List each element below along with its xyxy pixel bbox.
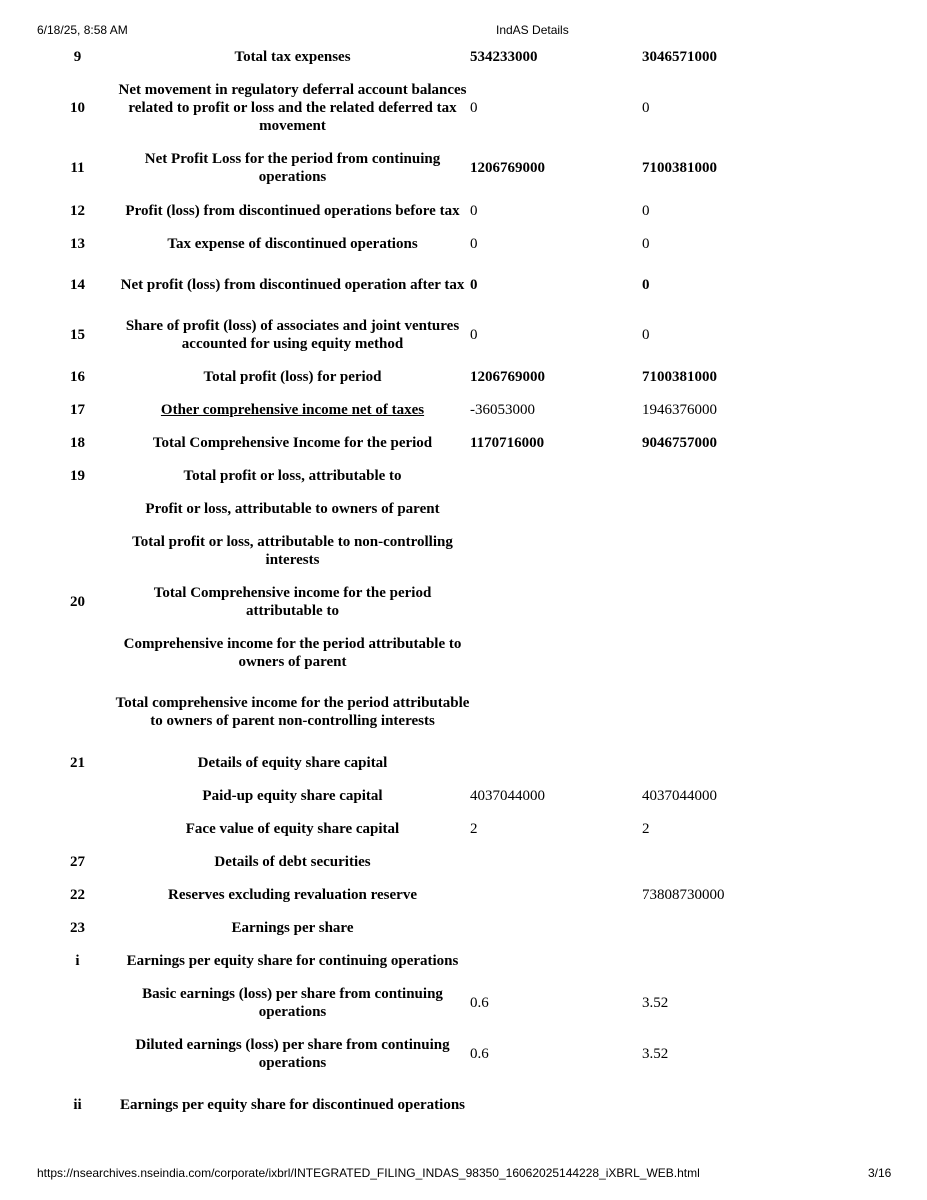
financial-results-table	[40, 40, 800, 1130]
table-row	[40, 977, 800, 1028]
value-current	[470, 678, 642, 746]
row-number: 18	[70, 434, 85, 451]
table-row	[40, 492, 800, 525]
value-current: 534233000	[470, 49, 538, 65]
table-row	[40, 74, 800, 142]
table-row	[40, 194, 800, 227]
table-row	[40, 878, 800, 911]
value-current	[470, 944, 642, 977]
row-description: Net Profit Loss for the period from continuing operations	[144, 151, 441, 185]
row-description: Total tax expenses	[234, 49, 351, 65]
row-number: 13	[70, 235, 85, 252]
table-row	[40, 459, 800, 492]
table-row	[40, 360, 800, 393]
table-row	[40, 227, 800, 260]
table-row	[40, 678, 800, 746]
table-row	[40, 525, 800, 576]
value-previous: 0	[642, 202, 650, 219]
row-number: 22	[70, 886, 85, 903]
value-previous: 9046757000	[642, 434, 717, 451]
print-datetime: 6/18/25, 8:58 AM	[37, 23, 128, 37]
row-number: 9	[73, 49, 82, 65]
table-row	[40, 845, 800, 878]
row-number: 17	[70, 401, 85, 418]
value-current	[470, 459, 642, 492]
row-number: 20	[70, 593, 85, 610]
value-current: 0	[470, 277, 478, 293]
row-description: Profit or loss, attributable to owners of parent	[145, 500, 440, 517]
value-previous: 4037044000	[642, 787, 717, 804]
value-current: 1170716000	[470, 434, 545, 451]
table-row	[40, 1079, 800, 1130]
value-previous: 3.52	[642, 994, 669, 1011]
row-number: 23	[70, 919, 85, 936]
row-number	[40, 977, 115, 1028]
row-description: Paid-up equity share capital	[202, 787, 383, 804]
value-previous	[642, 911, 800, 944]
value-previous	[642, 1079, 800, 1130]
value-previous	[642, 845, 800, 878]
row-description: Total profit or loss, attributable to	[183, 467, 402, 484]
page-number: 3/16	[868, 1166, 892, 1180]
value-previous	[642, 746, 800, 779]
value-current	[470, 492, 642, 525]
row-description: Total profit or loss, attributable to non-controlling interests	[132, 533, 453, 568]
row-number	[40, 492, 115, 525]
row-description: Earnings per share	[231, 919, 354, 936]
value-current	[470, 525, 642, 576]
table-row	[40, 944, 800, 977]
value-previous: 0	[642, 235, 650, 252]
row-description: Total profit (loss) for period	[203, 368, 382, 385]
table-row	[40, 142, 800, 194]
row-description: Tax expense of discontinued operations	[167, 235, 418, 252]
value-current	[470, 845, 642, 878]
row-description: Net profit (loss) from discontinued operation after tax	[120, 277, 465, 293]
value-current: -36053000	[470, 401, 535, 418]
row-number: 21	[70, 754, 85, 771]
row-description: Total Comprehensive Income for the period	[152, 434, 433, 451]
value-previous	[642, 492, 800, 525]
value-previous	[642, 678, 800, 746]
row-number: 12	[70, 202, 85, 219]
table-row	[40, 576, 800, 627]
value-current	[470, 746, 642, 779]
table-row	[40, 746, 800, 779]
table-row	[40, 779, 800, 812]
table-row	[40, 812, 800, 845]
value-previous: 1946376000	[642, 401, 717, 418]
row-description: Total comprehensive income for the period attributable to owners of parent non-controlling interests	[115, 695, 470, 729]
table-row	[40, 911, 800, 944]
row-description: Earnings per equity share for continuing operations	[126, 952, 459, 969]
row-number	[40, 1028, 115, 1079]
row-description: Basic earnings (loss) per share from continuing operations	[142, 985, 443, 1020]
value-current	[470, 576, 642, 627]
value-current: 0	[470, 327, 478, 343]
table-row	[40, 1028, 800, 1079]
value-previous	[642, 627, 800, 678]
table-row	[40, 426, 800, 459]
row-number	[40, 678, 115, 746]
row-description: Total Comprehensive income for the period attributable to	[153, 584, 432, 619]
row-description-link[interactable]: Other comprehensive income net of taxes	[160, 401, 425, 418]
row-description: Share of profit (loss) of associates and joint ventures accounted for using equity method	[125, 318, 460, 352]
table-row	[40, 40, 800, 74]
row-description: Diluted earnings (loss) per share from continuing operations	[135, 1036, 450, 1071]
value-previous: 0	[642, 327, 650, 343]
row-description: Net movement in regulatory deferral account balances related to profit or loss and the related deferred tax movement	[118, 82, 467, 134]
value-previous: 3.52	[642, 1045, 669, 1062]
value-previous: 2	[642, 820, 650, 837]
row-number: 16	[70, 368, 85, 385]
value-current: 0	[470, 100, 478, 116]
value-current	[470, 1079, 642, 1130]
table-row	[40, 627, 800, 678]
table-row	[40, 310, 800, 360]
value-current	[470, 627, 642, 678]
row-description: Face value of equity share capital	[185, 820, 400, 837]
value-current	[470, 878, 642, 911]
value-previous	[642, 576, 800, 627]
row-description: Reserves excluding revaluation reserve	[168, 886, 417, 903]
value-previous: 7100381000	[642, 368, 717, 385]
value-previous: 73808730000	[642, 886, 725, 903]
value-previous: 0	[642, 100, 650, 116]
value-current: 1206769000	[470, 368, 545, 385]
row-number	[40, 627, 115, 678]
value-current: 0.6	[470, 1045, 489, 1062]
value-current: 4037044000	[470, 787, 545, 804]
row-number: 27	[70, 853, 85, 870]
value-previous: 7100381000	[642, 160, 717, 176]
row-number: ii	[73, 1096, 82, 1113]
row-number	[40, 525, 115, 576]
row-number	[40, 812, 115, 845]
row-number: 10	[70, 100, 85, 116]
value-current: 2	[470, 820, 478, 837]
row-number: 19	[70, 467, 85, 484]
value-current: 0	[470, 202, 478, 219]
row-description: Comprehensive income for the period attributable to owners of parent	[123, 635, 462, 670]
page-url: https://nsearchives.nseindia.com/corporate/ixbrl/INTEGRATED_FILING_INDAS_98350_16062025144228_iXBRL_WEB.html	[37, 1166, 700, 1180]
value-previous: 3046571000	[642, 49, 717, 65]
value-previous	[642, 459, 800, 492]
table-row	[40, 260, 800, 310]
row-number: 15	[70, 327, 85, 343]
row-number: i	[75, 952, 80, 969]
value-previous	[642, 525, 800, 576]
value-current: 0	[470, 235, 478, 252]
table-row	[40, 393, 800, 426]
row-number: 14	[70, 277, 85, 293]
value-previous: 0	[642, 277, 650, 293]
value-previous	[642, 944, 800, 977]
row-description: Earnings per equity share for discontinued operations	[119, 1096, 466, 1113]
value-current	[470, 911, 642, 944]
row-number	[40, 779, 115, 812]
row-description: Details of debt securities	[214, 853, 371, 870]
document-title: IndAS Details	[496, 23, 569, 37]
value-current: 1206769000	[470, 160, 545, 176]
row-description: Details of equity share capital	[197, 754, 388, 771]
row-description: Profit (loss) from discontinued operations before tax	[125, 202, 460, 219]
row-number: 11	[70, 160, 85, 176]
value-current: 0.6	[470, 994, 489, 1011]
